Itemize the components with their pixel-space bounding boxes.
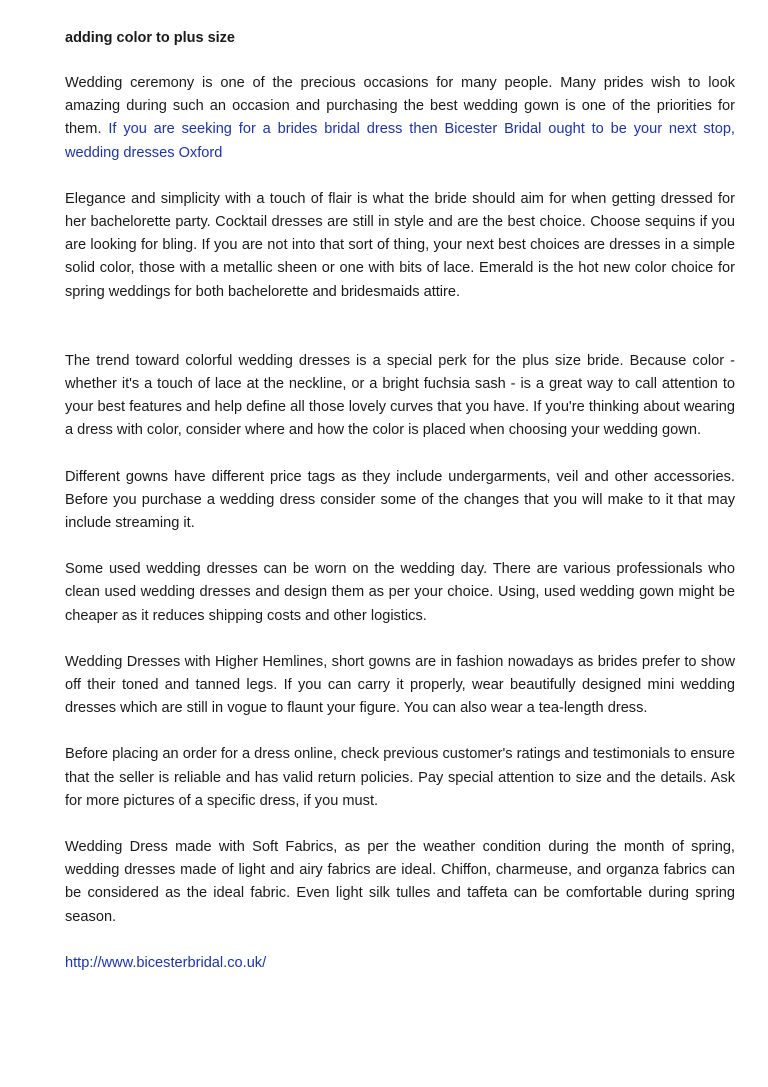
paragraph-ordering-online: Before placing an order for a dress online, check previous customer's ratings and testimonials to ensure that the seller is reliable and has valid return policies. Pay special attention to size and the details. Ask for more pictures of a specific dress, if you must. [65,746,735,809]
spacer [65,535,735,558]
paragraph-bachelorette: Elegance and simplicity with a touch of flair is what the bride should aim for when getting dressed for her bachelorette party. Cocktail dresses are still in style and are the best choice. Choose sequins if you are looking for bling. If you are not into that sort of thing, your next best choices are dresses in a simple solid color, those with a metallic sheen or one with bits of lace. Emerald is the hot new color choice for spring weddings for both bachelorette and bridesmaids attire. [65,190,735,300]
document-title: adding color to plus size [65,30,235,46]
paragraph-intro [65,72,735,165]
footer-url-link[interactable]: http://www.bicesterbridal.co.uk/ [65,954,267,971]
paragraph-used-dresses: Some used wedding dresses can be worn on the wedding day. There are various professionals who clean used wedding dresses and design them as per your choice. Using, used wedding gown might be cheaper as it reduces shipping costs and other logistics. [65,561,735,624]
paragraph-hemlines: Wedding Dresses with Higher Hemlines, short gowns are in fashion nowadays as brides prefer to show off their toned and tanned legs. If you can carry it properly, wear beautifully designed mini wedding dresses which are still in vogue to flaunt your figure. You can also wear a tea-length dress. [65,653,735,717]
spacer [65,443,735,466]
paragraph-soft-fabrics: Wedding Dress made with Soft Fabrics, as per the weather condition during the month of spring, wedding dresses made of light and airy fabrics are ideal. Chiffon, charmeuse, and organza fabrics can be considered as the ideal fabric. Even light silk tulles and taffeta can be comfortable during spring season. [65,839,735,925]
paragraph-intro-text: Wedding ceremony is one of the precious occasions for many people. Many prides wish to look amazing during such an occasion and purchasing the best wedding gown is one of the priorities for them. [65,75,735,138]
spacer [65,929,735,952]
bicester-bridal-link[interactable]: If you are seeking for a brides bridal dress then Bicester Bridal ought to be your next stop, wedding dresses Oxford [65,121,735,161]
spacer [65,813,735,836]
spacer [65,165,735,188]
footer-paragraph [65,952,735,975]
paragraph-colorful-dresses: The trend toward colorful wedding dresses is a special perk for the plus size bride. Because color - whether it's a touch of lace at the neckline, or a bright fuchsia sash - is a great way to call attention to your best features and help define all those lovely curves that you have. If you're thinking about wearing a dress with color, consider where and how the color is placed when choosing your wedding gown. [65,352,735,439]
spacer [65,628,735,651]
spacer [65,304,735,350]
paragraph-price-tags: Different gowns have different price tags as they include undergarments, veil and other accessories. Before you purchase a wedding dress consider some of the changes that you will make to it that may include streaming it. [65,468,735,532]
spacer [65,720,735,743]
